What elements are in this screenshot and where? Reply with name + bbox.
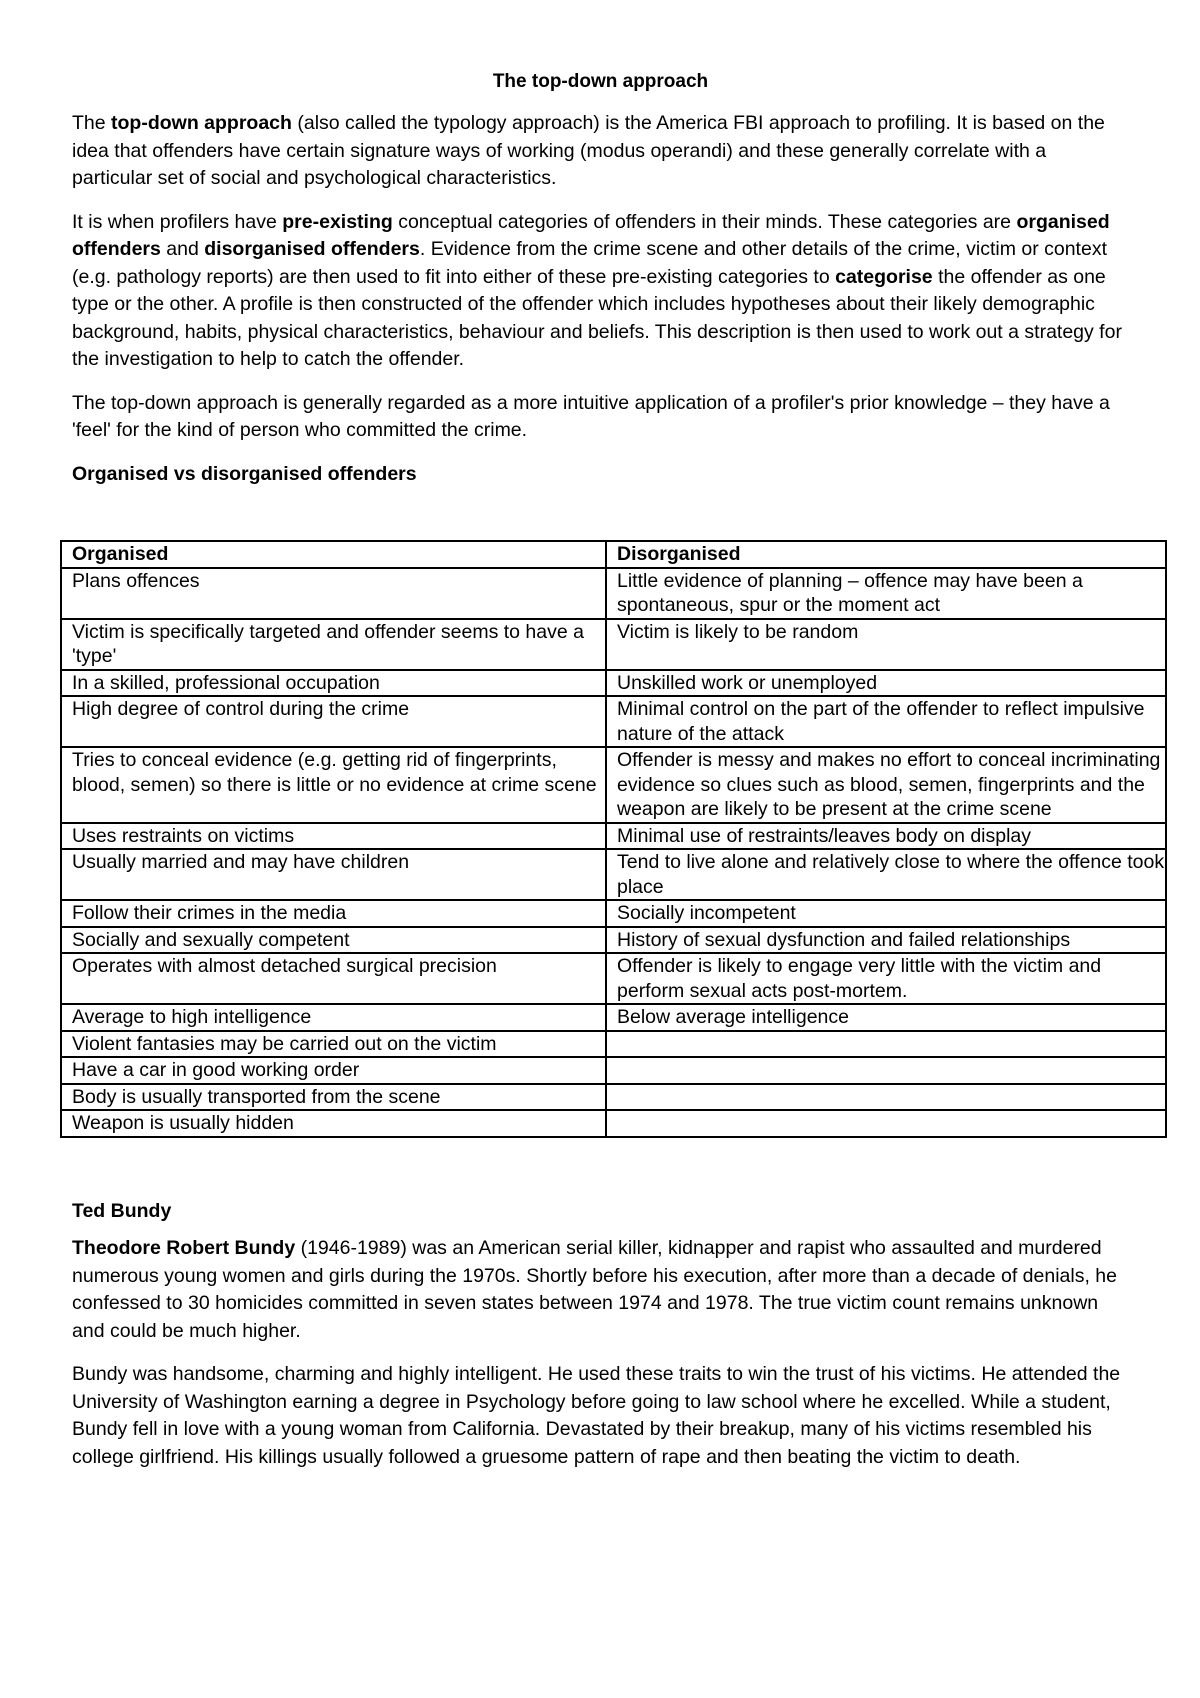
cell-organised: Weapon is usually hidden	[61, 1110, 606, 1137]
cell-disorganised-empty	[606, 1084, 1166, 1111]
offender-comparison-table	[60, 540, 1167, 1138]
cell-disorganised-empty	[606, 1031, 1166, 1058]
cell-organised: Average to high intelligence	[61, 1004, 606, 1031]
intro-paragraph	[72, 110, 1129, 193]
cell-organised: Victim is specifically targeted and offender seems to have a 'type'	[61, 619, 606, 670]
bold-term: top-down approach	[111, 112, 292, 134]
column-header-disorganised: Disorganised	[606, 541, 1166, 568]
bundy-heading: Ted Bundy	[72, 1200, 172, 1222]
text-run: It is when profilers have	[72, 210, 283, 233]
table-row	[61, 1057, 1166, 1084]
table-row	[61, 900, 1166, 927]
bundy-paragraph-1	[72, 1235, 1129, 1345]
cell-disorganised: Socially incompetent	[606, 900, 1166, 927]
cell-organised: Have a car in good working order	[61, 1057, 606, 1084]
table-row	[61, 619, 1166, 670]
cell-organised: Operates with almost detached surgical precision	[61, 953, 606, 1004]
table-row	[61, 747, 1166, 823]
table-row	[61, 670, 1166, 697]
cell-disorganised: Victim is likely to be random	[606, 619, 1166, 670]
table-row	[61, 568, 1166, 619]
table-row	[61, 696, 1166, 747]
cell-organised: Plans offences	[61, 568, 606, 619]
document-page	[72, 70, 1165, 1468]
table-heading: Organised vs disorganised offenders	[72, 462, 417, 485]
cell-disorganised: Offender is messy and makes no effort to conceal incriminating evidence so clues such as blood, semen, fingerprints and the weapon are likely to be present at the crime scene	[606, 747, 1166, 823]
cell-disorganised: History of sexual dysfunction and failed relationships	[606, 927, 1166, 954]
table-row	[61, 1031, 1166, 1058]
table-row	[61, 823, 1166, 850]
bold-term: disorganised offenders	[204, 238, 420, 260]
cell-disorganised: Minimal control on the part of the offender to reflect impulsive nature of the attack	[606, 696, 1166, 747]
page-title: The top-down approach	[492, 71, 709, 92]
cell-disorganised: Minimal use of restraints/leaves body on display	[606, 823, 1166, 850]
bundy-section	[72, 1198, 1129, 1487]
bundy-paragraph-2: Bundy was handsome, charming and highly intelligent. He used these traits to win the trust of his victims. He attended the University of Washington earning a degree in Psychology before going to law school where he excelled. While a student, Bundy fell in love with a young woman from California. Devastated by their breakup, many of his victims resembled his college girlfriend. His killings usually followed a gruesome pattern of rape and then beating the victim to death.	[72, 1363, 1121, 1468]
table-row	[61, 927, 1166, 954]
cell-disorganised: Offender is likely to engage very little with the victim and perform sexual acts post-mortem.	[606, 953, 1166, 1004]
table-row	[61, 1004, 1166, 1031]
cell-organised: Violent fantasies may be carried out on the victim	[61, 1031, 606, 1058]
categories-paragraph	[72, 209, 1129, 374]
cell-disorganised-empty	[606, 1057, 1166, 1084]
text-run: (also called the typology approach) is the America FBI approach to profiling. It is based on the idea that offenders have certain signature ways of working (modus operandi) and these generally correlate with a particular set of social and psychological characteristics.	[72, 112, 1105, 189]
text-run: the offender as one type or the other. A profile is then constructed of the offender which includes hypotheses about their likely demographic background, habits, physical characteristics, behaviour and beliefs. This description is then used to work out a strategy for the investigation to help to catch the offender.	[72, 265, 1122, 370]
text-run: and	[160, 238, 205, 260]
bold-term: categorise	[835, 265, 933, 288]
table-row	[61, 849, 1166, 900]
table-row	[61, 953, 1166, 1004]
bold-term: organised offenders	[72, 210, 1110, 260]
cell-disorganised: Tend to live alone and relatively close to where the offence took place	[606, 849, 1166, 900]
column-header-organised: Organised	[61, 541, 606, 568]
text-run: The	[72, 112, 112, 134]
cell-organised: Usually married and may have children	[61, 849, 606, 900]
cell-disorganised: Little evidence of planning – offence may have been a spontaneous, spur or the moment act	[606, 568, 1166, 619]
cell-disorganised: Below average intelligence	[606, 1004, 1166, 1031]
cell-organised: Body is usually transported from the scene	[61, 1084, 606, 1111]
text-run: (1946-1989) was an American serial killer, kidnapper and rapist who assaulted and murdered numerous young women and girls during the 1970s. Shortly before his execution, after more than a decade of denials, he confessed to 30 homicides committed in seven states between 1974 and 1978. The true victim count remains unknown and could be much higher.	[72, 1237, 1117, 1342]
cell-organised: Uses restraints on victims	[61, 823, 606, 850]
cell-organised: In a skilled, professional occupation	[61, 670, 606, 697]
cell-organised: Socially and sexually competent	[61, 927, 606, 954]
cell-disorganised-empty	[606, 1110, 1166, 1137]
cell-organised: Follow their crimes in the media	[61, 900, 606, 927]
bold-term: Theodore Robert Bundy	[72, 1237, 296, 1259]
cell-organised: High degree of control during the crime	[61, 696, 606, 747]
table-header-row	[61, 541, 1166, 568]
bold-term: pre-existing	[282, 210, 393, 233]
cell-organised: Tries to conceal evidence (e.g. getting rid of fingerprints, blood, semen) so there is little or no evidence at crime scene	[61, 747, 606, 823]
table-row	[61, 1110, 1166, 1137]
text-run: . Evidence from the crime scene and other details of the crime, victim or context (e.g. pathology reports) are then used to fit into either of these pre-existing categories to	[72, 238, 1107, 288]
cell-disorganised: Unskilled work or unemployed	[606, 670, 1166, 697]
intuition-paragraph: The top-down approach is generally regarded as a more intuitive application of a profiler's prior knowledge – they have a 'feel' for the kind of person who committed the crime.	[72, 391, 1110, 441]
text-run: conceptual categories of offenders in their minds. These categories are	[392, 210, 1017, 233]
table-row	[61, 1084, 1166, 1111]
